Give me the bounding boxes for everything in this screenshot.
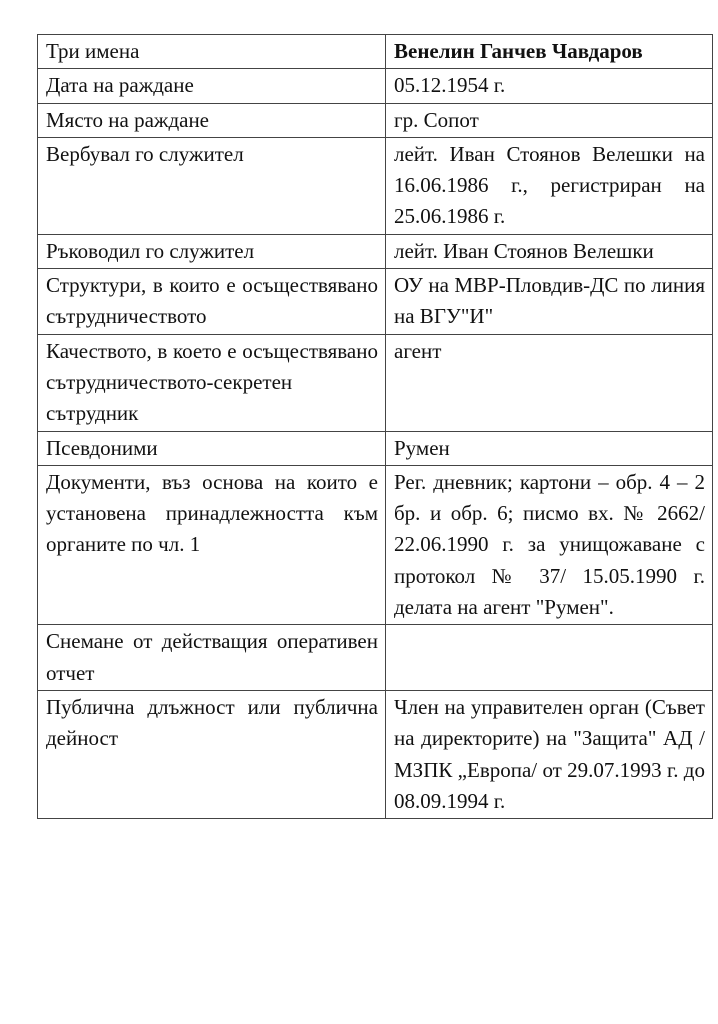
table-row-capacity: [38, 334, 713, 431]
table-row-deregistration: [38, 625, 713, 691]
table-row-public-office: [38, 690, 713, 818]
value-deregistration: [386, 625, 713, 691]
label-handled-by: Ръководил го служител: [38, 234, 386, 268]
label-public-office: Публична длъжност или публична дейност: [38, 690, 386, 818]
record-table: [37, 34, 713, 819]
label-deregistration: Снемане от действащия оперативен отчет: [38, 625, 386, 691]
value-birth-place: гр. Сопот: [386, 103, 713, 137]
label-documents: Документи, въз основа на които е установена принадлежността към органите по чл. 1: [38, 465, 386, 624]
table-row-birth-date: [38, 69, 713, 103]
value-birth-date: 05.12.1954 г.: [386, 69, 713, 103]
value-public-office: Член на управителен орган (Съвет на директорите) на "Защита" АД /МЗПК „Европа/ от 29.07.1993 г. до 08.09.1994 г.: [386, 690, 713, 818]
label-recruited-by: Вербувал го служител: [38, 137, 386, 234]
value-recruited-by: лейт. Иван Стоянов Велешки на 16.06.1986 г., регистриран на 25.06.1986 г.: [386, 137, 713, 234]
label-birth-date: Дата на раждане: [38, 69, 386, 103]
table-row-birth-place: [38, 103, 713, 137]
table-row-recruited-by: [38, 137, 713, 234]
table-row-pseudonyms: [38, 431, 713, 465]
value-handled-by: лейт. Иван Стоянов Велешки: [386, 234, 713, 268]
label-capacity: Качеството, в което е осъществявано сътрудничеството-секретен сътрудник: [38, 334, 386, 431]
table-row-full-name: [38, 35, 713, 69]
label-structures: Структури, в които е осъществявано сътрудничеството: [38, 269, 386, 335]
value-capacity: агент: [386, 334, 713, 431]
value-structures: ОУ на МВР-Пловдив-ДС по линия на ВГУ"И": [386, 269, 713, 335]
label-full-name: Три имена: [38, 35, 386, 69]
table-row-handled-by: [38, 234, 713, 268]
table-row-documents: [38, 465, 713, 624]
label-birth-place: Място на раждане: [38, 103, 386, 137]
value-pseudonyms: Румен: [386, 431, 713, 465]
table-row-structures: [38, 269, 713, 335]
value-full-name: Венелин Ганчев Чавдаров: [386, 35, 713, 69]
label-pseudonyms: Псевдоними: [38, 431, 386, 465]
value-documents: Рег. дневник; картони – обр. 4 – 2 бр. и обр. 6; писмо вх. № 2662/ 22.06.1990 г. за унищожаване с протокол № 37/ 15.05.1990 г. делата на агент "Румен".: [386, 465, 713, 624]
